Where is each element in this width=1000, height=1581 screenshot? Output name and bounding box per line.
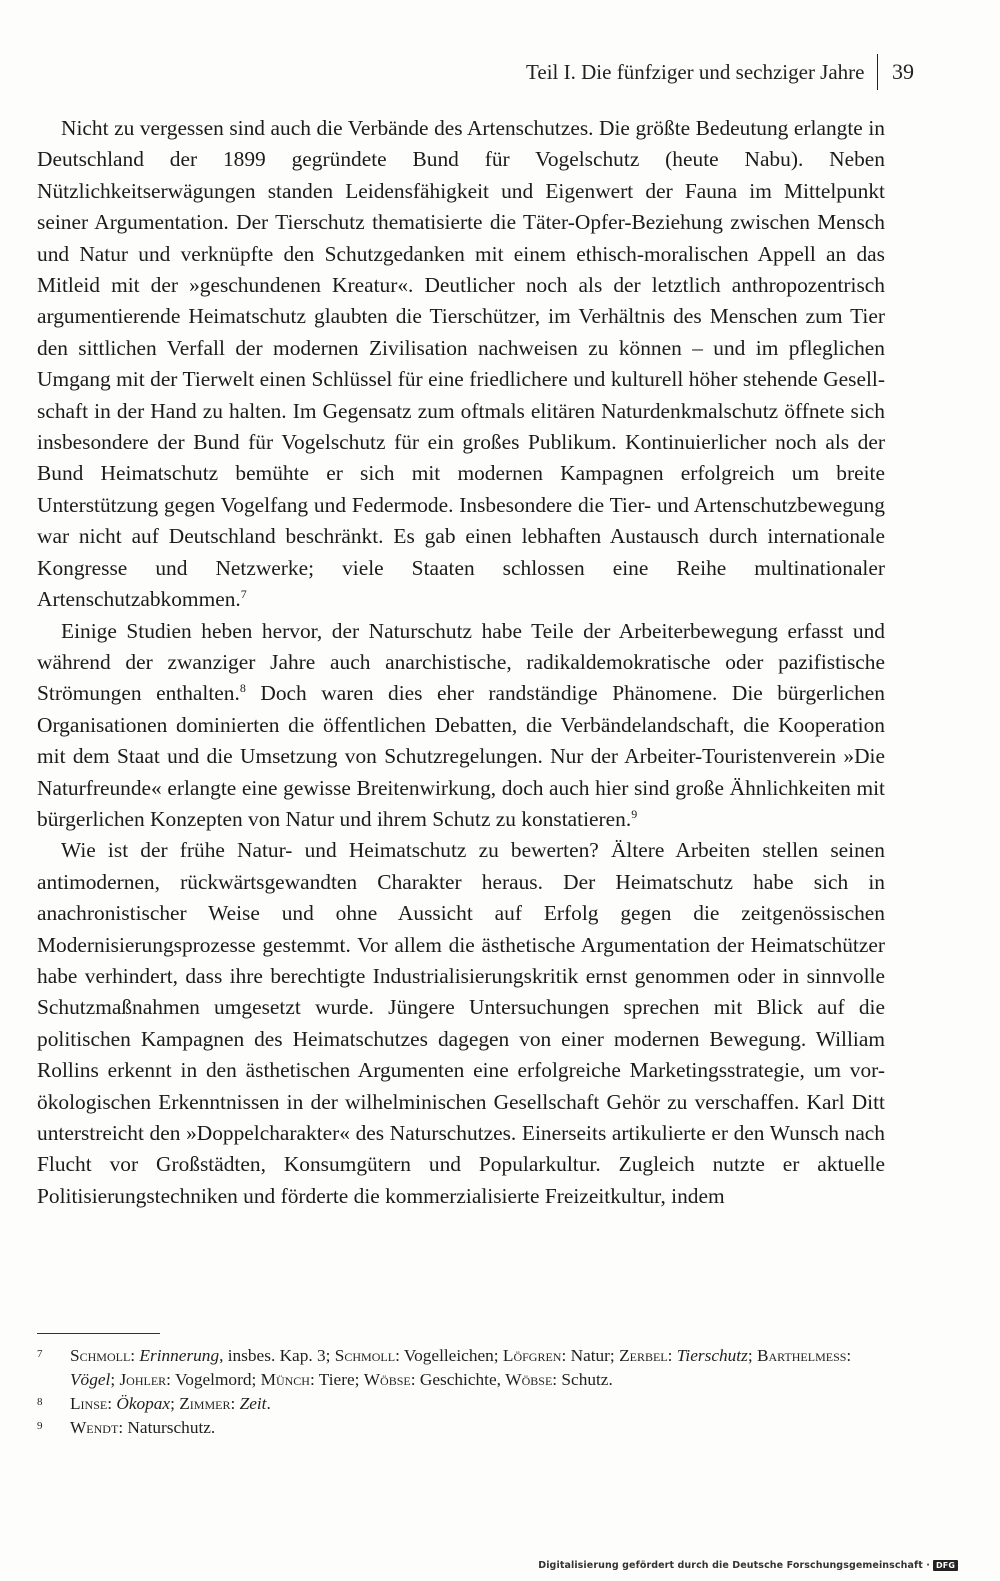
paragraph-text-continued: Doch waren dies eher randständige Phänomene. Die bürgerlichen Organisationen dominierten die öffentlichen Debatten, die Verbändelandschaft, die Kooperation mit dem Staat und die Umsetzung von Schutzregelungen. Nur der Arbeiter-Touristenverein »Die Naturfreunde« erlangte eine gewisse Breitenwirkung, doch auch hier sind große Ähnlichkeiten mit bürgerlichen Konzepten von Natur und ihrem Schutz zu konstatieren. [37,681,885,831]
page-number: 39 [892,59,914,84]
paragraph-text: Einige Studien heben hervor, der Naturschutz habe Teile der Arbeiterbewegung erfasst und während der zwanziger Jahre auch anarchistische, radikaldemokratische oder pazifistische Strömungen enthalten. [37,618,885,706]
footnote-segment: : [107,1394,117,1413]
footnote-text [70,1418,215,1437]
footnote-number: 8 [37,1396,43,1408]
footnote-number: 9 [37,1420,43,1432]
footnote-segment: : Naturschutz. [118,1418,216,1437]
footnote-segment: : [130,1346,140,1365]
author-name: Linse [70,1394,108,1413]
author-name: Zimmer [179,1394,231,1413]
footnotes [37,1344,885,1440]
footnote-ref: 8 [239,681,246,696]
paragraph-text: Wie ist der frühe Natur- und Heimatschutz zu bewerten? Ältere Arbeiten stellen seinen antimodernen, rückwärtsgewandten Charakter heraus. Der Heimatschutz habe sich in anachronistischer Weise und ohne Aussicht auf Erfolg gegen die zeitgenössischen Modernisierungsprozesse gestemmt. Vor allem die ästhetische Argumentation der Heimatschützer habe verhindert, dass ihre berechtigte Industrialisierungskritik ernst genommen oder in sinnvolle Schutzmaßnahmen umgesetzt wurde. Jüngere Untersuchungen sprechen mit Blick auf die politischen Kampagnen des Heimatschutzes dagegen von einer modernen Bewegung. William Rollins erkennt in den ästhetischen Argumenten eine erfolgreiche Marketingsstrategie, um vor-ökologischen Erkenntnissen in der wilhelminischen Gesellschaft Gehör zu verschaffen. Karl Ditt unterstreicht den »Doppelcharakter« des Naturschutzes. Einerseits artikulierte er den Wunsch nach Flucht vor Großstädten, Konsumgütern und Popularkultur. Zugleich nutzte er aktuelle Politisierungstechniken und förderte die kommerzialisierte Freizeitkultur, indem [37,838,885,1208]
author-name: Zerbel [619,1346,668,1365]
paragraph-arbeiterbewegung [37,616,885,836]
footnote-segment: ; [170,1394,180,1413]
footnote-text [70,1346,851,1389]
work-title: Tierschutz [676,1346,748,1365]
author-name: Schmoll [334,1346,396,1365]
footnote-segment: : Schutz. [552,1370,613,1389]
footnote-segment: : [230,1394,240,1413]
footnote-7 [37,1344,885,1392]
footnote-segment: : Tiere; [309,1370,364,1389]
footnote-segment: : [846,1346,852,1365]
footnote-segment: ; [747,1346,757,1365]
digitization-text: Digitalisierung gefördert durch die Deutsche Forschungsgemeinschaft · [538,1560,931,1571]
dfg-logo: DFG [933,1560,958,1571]
digitization-note [538,1560,958,1571]
footnote-segment: . [266,1394,271,1413]
paragraph-text: Nicht zu vergessen sind auch die Verbände des Artenschutzes. Die größte Bedeutung erlangte in Deutschland der 1899 gegründete Bund für Vogelschutz (heute Nabu). Neben Nützlichkeitserwägungen standen Leidensfähigkeit und Eigenwert der Fauna im Mittelpunkt seiner Argumentation. Der Tierschutz thematisierte die Täter-Opfer-Beziehung zwischen Mensch und Natur und verknüpfte den Schutzgedanken mit einem ethisch-moralischen Appell an das Mitleid mit der »geschundenen Kreatur«. Deutlicher noch als der letztlich anthropozentrisch argumentierende Heimatschutz glaubten die Tierschützer, im Verhältnis des Menschen zum Tier den sittlichen Verfall der modernen Zivilisation nachweisen zu können – und im pfleglichen Umgang mit der Tierwelt einen Schlüssel für eine friedlichere und kulturell höher stehende Gesellschaft in der Hand zu halten. Im Gegensatz zum oftmals elitären Naturdenkmalschutz öffnete sich insbesondere der Bund für Vogelschutz für ein großes Publikum. Kontinuierlicher noch als der Bund Heimatschutz bemühte er sich mit modernen Kampagnen erfolgreich um breite Unterstützung gegen Vogelfang und Federmode. Insbesondere die Tier- und Artenschutzbewegung war nicht auf Deutschland beschränkt. Es gab einen lebhaften Austausch durch internationale Kongresse und Netzwerke; viele Staaten schlossen eine Reihe multinationaler Artenschutzabkommen. [37,116,885,612]
footnote-segment: , insbes. Kap. 3; [219,1346,335,1365]
author-name: Wöbse [505,1370,553,1389]
running-head-divider [877,54,879,90]
work-title: Ökopax [116,1394,171,1413]
author-name: Wöbse [363,1370,411,1389]
footnote-segment: : [667,1346,677,1365]
author-name: Münch [260,1370,310,1389]
paragraph-artenschutz [37,113,885,616]
author-name: Schmoll [70,1346,131,1365]
footnote-segment: : Vogelleichen; [395,1346,503,1365]
author-name: Löfgren [502,1346,562,1365]
footnote-ref: 9 [631,806,638,821]
author-name: Johler [119,1370,167,1389]
footnote-separator [37,1333,160,1334]
paragraph-bewertung [37,835,885,1212]
body-text [37,113,885,1212]
footnote-text [70,1394,271,1413]
author-name: Wendt [70,1418,119,1437]
footnote-9 [37,1416,885,1440]
footnote-segment: : Geschichte, [410,1370,506,1389]
footnote-segment: : Natur; [561,1346,620,1365]
footnote-8 [37,1392,885,1416]
running-head-title: Teil I. Die fünfziger und sechziger Jahre [526,59,865,84]
work-title: Erinnerung [139,1346,220,1365]
footnote-ref: 7 [240,586,247,601]
author-name: Barthelmess [756,1346,847,1365]
footnote-number: 7 [37,1348,43,1360]
work-title: Zeit [239,1394,267,1413]
footnote-segment: : Vogelmord; [166,1370,261,1389]
footnote-segment: ; [110,1370,120,1389]
running-head [526,54,914,90]
work-title: Vögel [70,1370,111,1389]
